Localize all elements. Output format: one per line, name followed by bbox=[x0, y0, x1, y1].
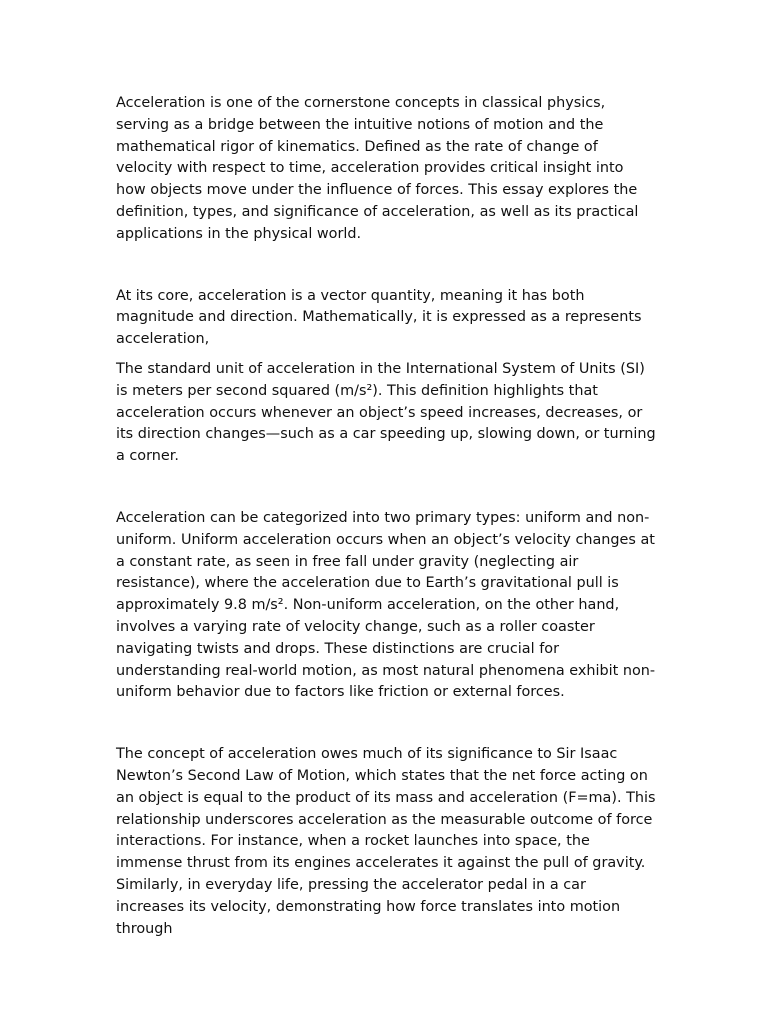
paragraph-si-unit: The standard unit of acceleration in the International System of Units (SI) is meters per second squared (m/s²). This definition highlights that acceleration occurs whenever an object’s speed increases, decreases, or its direction changes—such as a car speeding up, slowing down, or turning a corner. bbox=[116, 360, 656, 465]
paragraph-spacer bbox=[116, 351, 656, 359]
paragraph-newton: The concept of acceleration owes much of its significance to Sir Isaac Newton’s Second Law of Motion, which states that the net force acting on an object is equal to the product of its mass and acceleration (F=ma). This relationship underscores acceleration as the measurable outcome of force interactions. For instance, when a rocket launches into space, the immense thrust from its engines accelerates it against the pull of gravity. Similarly, in everyday life, pressing the accelerator pedal in a car increases its velocity, demonstrating how force translates into motion through bbox=[116, 746, 656, 937]
paragraph-intro: Acceleration is one of the cornerstone concepts in classical physics, serving as a bridge between the intuitive notions of motion and the mathematical rigor of kinematics. Defined as the rate of change of velocity with respect to time, acceleration provides critical insight into how objects move under the influence of forces. This essay explores the definition, types, and significance of acceleration, as well as its practical applications in the physical world. bbox=[116, 95, 639, 242]
document-page bbox=[116, 93, 656, 940]
paragraph-spacer bbox=[116, 704, 656, 744]
paragraph-types: Acceleration can be categorized into two primary types: uniform and non-uniform. Uniform acceleration occurs when an object’s velocity changes at a constant rate, as seen in free fall under gravity (neglecting air resistance), where the acceleration due to Earth’s gravitational pull is approximately 9.8 m/s². Non-uniform acceleration, on the other hand, involves a varying rate of velocity change, such as a roller coaster navigating twists and drops. These distinctions are crucial for understanding real-world motion, as most natural phenomena exhibit non-uniform behavior due to factors like friction or external forces. bbox=[116, 509, 656, 701]
paragraph-spacer bbox=[116, 246, 656, 286]
paragraph-definition: At its core, acceleration is a vector quantity, meaning it has both magnitude and direction. Mathematically, it is expressed as a represents acceleration, bbox=[116, 287, 642, 348]
paragraph-spacer bbox=[116, 468, 656, 508]
